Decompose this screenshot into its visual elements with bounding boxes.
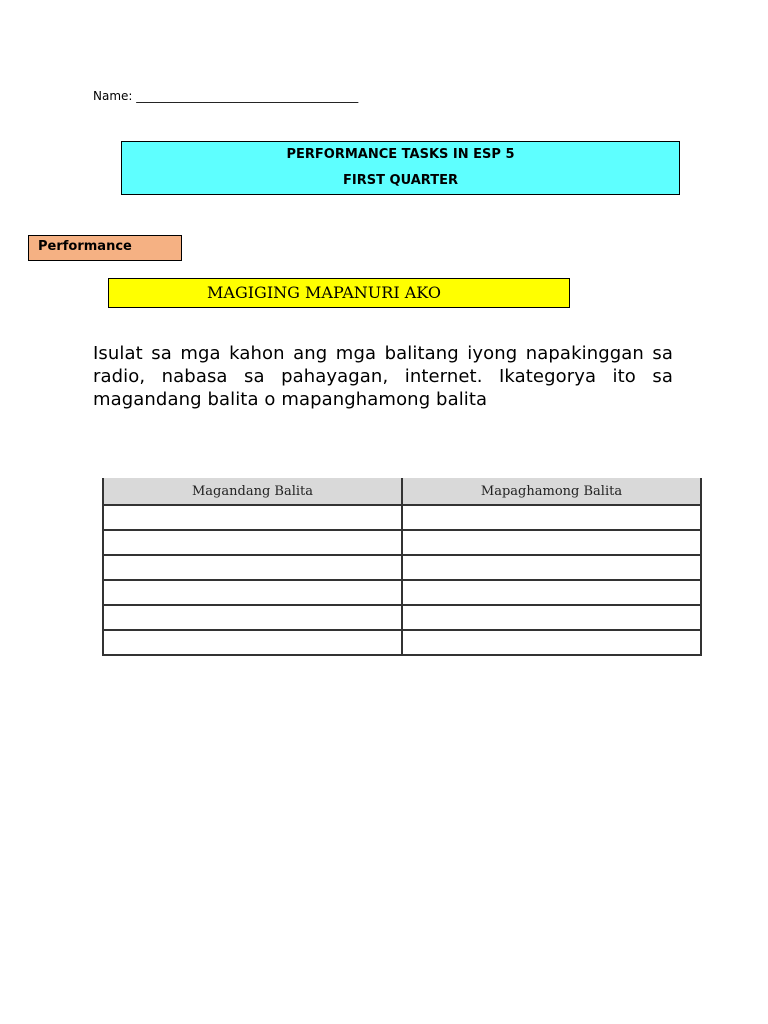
column-header-magandang-balita: Magandang Balita bbox=[103, 478, 402, 505]
column-header-mapaghamong-balita: Mapaghamong Balita bbox=[402, 478, 701, 505]
name-label: Name: bbox=[93, 89, 137, 103]
mapaghamong-balita-cell[interactable] bbox=[402, 605, 701, 630]
table-row bbox=[103, 555, 701, 580]
table-row bbox=[103, 630, 701, 655]
table-row bbox=[103, 605, 701, 630]
document-title: PERFORMANCE TASKS IN ESP 5 bbox=[286, 147, 515, 162]
activity-title: MAGIGING MAPANURI AKO bbox=[108, 278, 570, 308]
performance-tag: Performance bbox=[28, 235, 182, 261]
name-field bbox=[93, 89, 358, 103]
magandang-balita-cell[interactable] bbox=[103, 530, 402, 555]
mapaghamong-balita-cell[interactable] bbox=[402, 555, 701, 580]
table-body bbox=[103, 505, 701, 655]
magandang-balita-cell[interactable] bbox=[103, 505, 402, 530]
magandang-balita-cell[interactable] bbox=[103, 580, 402, 605]
table-row bbox=[103, 530, 701, 555]
table-row bbox=[103, 580, 701, 605]
mapaghamong-balita-cell[interactable] bbox=[402, 630, 701, 655]
mapaghamong-balita-cell[interactable] bbox=[402, 530, 701, 555]
mapaghamong-balita-cell[interactable] bbox=[402, 505, 701, 530]
magandang-balita-cell[interactable] bbox=[103, 630, 402, 655]
magandang-balita-cell[interactable] bbox=[103, 555, 402, 580]
mapaghamong-balita-cell[interactable] bbox=[402, 580, 701, 605]
quarter-label: FIRST QUARTER bbox=[343, 173, 458, 188]
news-table bbox=[102, 478, 702, 656]
name-blank-line[interactable]: _____________________________________ bbox=[136, 89, 359, 103]
header-box bbox=[121, 141, 680, 195]
table-row bbox=[103, 505, 701, 530]
table-header-row bbox=[103, 478, 701, 505]
instructions-text: Isulat sa mga kahon ang mga balitang iyong napakinggan sa radio, nabasa sa pahayagan, internet. Ikategorya ito sa magandang balita o mapanghamong balita bbox=[93, 343, 673, 410]
magandang-balita-cell[interactable] bbox=[103, 605, 402, 630]
